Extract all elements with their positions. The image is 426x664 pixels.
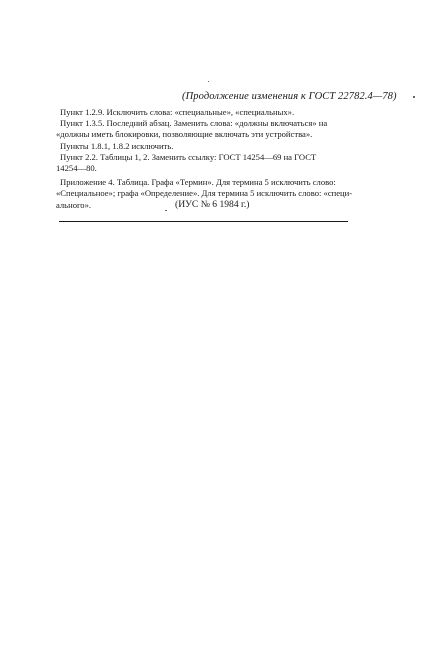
text-line: «Специальное»; графа «Определение». Для термина 5 исключить слово: «специ-: [56, 188, 353, 199]
text-line: Пункт 2.2. Таблицы 1, 2. Заменить ссылку: ГОСТ 14254—69 на ГОСТ: [60, 151, 317, 162]
amendment-body: [56, 107, 400, 211]
ius-reference: (ИУС № 6 1984 г.): [175, 199, 250, 210]
text-line: «должны иметь блокировки, позволяющие включать эти устройства».: [56, 129, 313, 140]
paragraph-appendix-4-cont: [56, 188, 400, 199]
scan-speck: [165, 210, 167, 211]
horizontal-rule: [59, 221, 348, 222]
scan-speck: [413, 96, 415, 98]
text-line: Пункт 1.2.9. Исключить слова: «специальные», «специальных».: [60, 107, 295, 117]
continuation-header: (Продолжение изменения к ГОСТ 22782.4—78): [182, 91, 397, 102]
text-line: 14254—80.: [56, 163, 97, 174]
paragraph-2-2: [56, 152, 400, 163]
text-line: Приложение 4. Таблица. Графа «Термин». Для термина 5 исключить слово:: [60, 177, 336, 188]
text-line: ального».: [56, 199, 92, 210]
paragraph-1-3-5: [56, 118, 400, 129]
paragraph-1-8: [56, 141, 400, 152]
paragraph-1-3-5-cont: [56, 129, 400, 140]
paragraph-1-2-9: [56, 107, 400, 118]
text-line: Пункты 1.8.1, 1.8.2 исключить.: [60, 140, 174, 151]
text-line: Пункт 1.3.5. Последний абзац. Заменить слова: «должны включаться» на: [60, 118, 328, 129]
scan-speck: [208, 81, 209, 82]
paragraph-appendix-4: [56, 177, 400, 188]
paragraph-2-2-cont: [56, 163, 400, 174]
